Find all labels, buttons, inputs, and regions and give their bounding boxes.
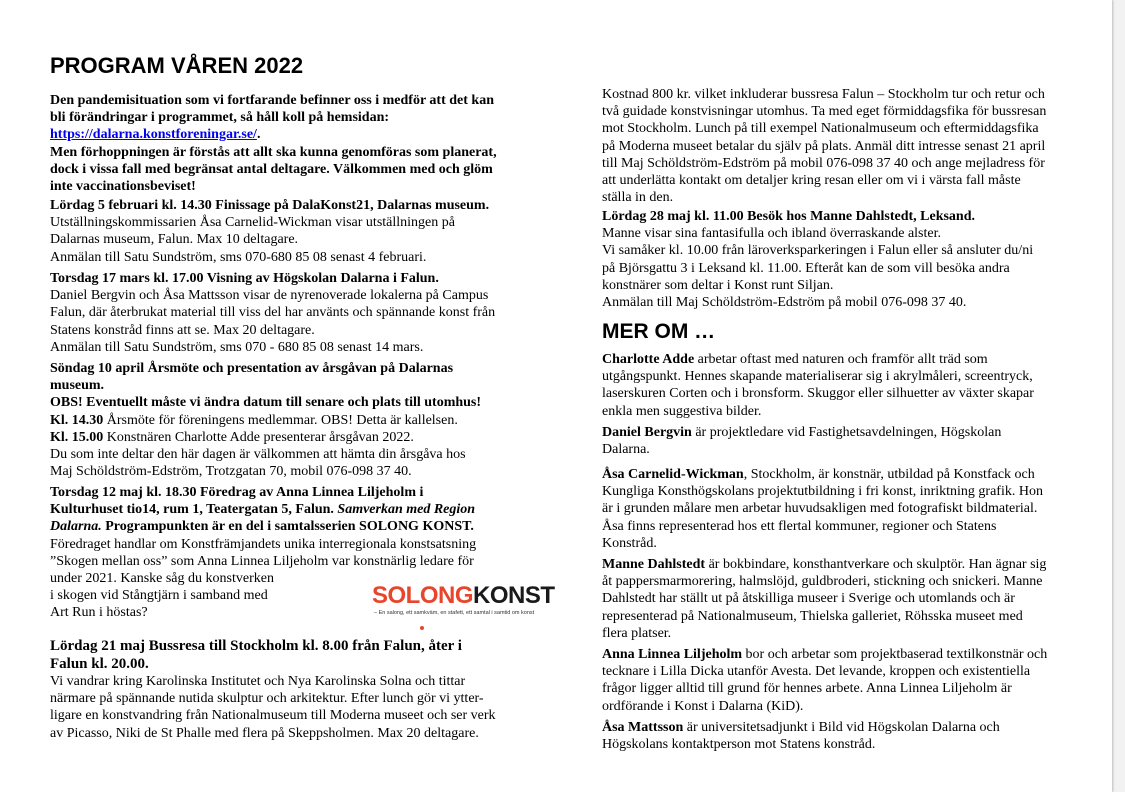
logo-dot bbox=[420, 626, 424, 630]
event-heading: Torsdag 17 mars kl. 17.00 Visning av Högskolan Dalarna i Falun. bbox=[50, 271, 439, 286]
bio-asa-carnelid-wickman: Åsa Carnelid-Wickman, Stockholm, är konstnär, utbildad på Konstfack och Kungliga Konsthögskolans projektutbildning i fri konst, inriktning grafik. Hon är i grunden målare men arbetar huvudsakligen med fotografiskt bildmaterial. Åsa finns representerad hos ett flertal kommuner, regioner och Statens Konstråd. bbox=[602, 467, 1043, 551]
bio-name: Charlotte Adde bbox=[602, 352, 695, 367]
event-foredrag: Torsdag 12 maj kl. 18.30 Föredrag av Anna Linnea Liljeholm i Kulturhuset tio14, rum 1, Teatergatan 5, Falun. Samverkan med Region Dalarna. Programpunkten är en del i samtalsserien SOLONG KONST. Föredraget handlar om Konstfrämjandets unika interregionala konstsatsning ”Skogen mellan oss” som Anna Linnea Liljeholm var konstnärlig ledare för under 2021. Kanske såg du konstverken i skogen vid Stångtjärn i samband med Art Run i höstas? bbox=[50, 484, 520, 622]
bio-name: Manne Dahlstedt bbox=[602, 557, 706, 572]
event-bussresa: Lördag 21 maj Bussresa till Stockholm kl. 8.00 från Falun, åter i Falun kl. 20.00. Vi vandrar kring Karolinska Institutet och Nya Karolinska Solna och tittar närmare på spännande nutida skulptur och arkitektur. Efter lunch gör vi ytter- ligare en konstvandring från Nationalmuseum till Moderna museet och ser verk av Picasso, Niki de St Phalle med flera på Skeppsholmen. Max 20 deltagare. bbox=[50, 637, 520, 742]
bio-asa-mattsson: Åsa Mattsson är universitetsadjunkt i Bild vid Högskolan Dalarna och Högskolans kontaktperson mot Statens konstråd. bbox=[602, 720, 1000, 753]
page-title: PROGRAM VÅREN 2022 bbox=[50, 53, 304, 78]
bio-name: Åsa Carnelid-Wickman bbox=[602, 467, 744, 482]
bio-name: Åsa Mattsson bbox=[602, 720, 684, 735]
section-heading-mer-om: MER OM … bbox=[602, 320, 716, 343]
event-hogskolan-visit: Torsdag 17 mars kl. 17.00 Visning av Högskolan Dalarna i Falun. Daniel Bergvin och Åsa Mattsson visar de nyrenoverade lokalerna på Campus Falun, där återbrukat material till viss del har använts och spännande konst från Statens konstråd finns att se. Max 20 deltagare. Anmälan till Satu Sundström, sms 070 - 680 85 08 senast 14 mars. bbox=[50, 270, 520, 356]
obs-notice: OBS! Eventuellt måste vi ändra datum till senare och plats till utomhus! bbox=[50, 395, 482, 411]
event-heading: Söndag 10 april Årsmöte och presentation av årsgåvan på Dalarnas bbox=[50, 361, 454, 376]
bio-anna-linnea-liljeholm: Anna Linnea Liljeholm bor och arbetar som projektbaserad textilkonstnär och tecknare i Lilla Dicka utanför Avesta. Det levande, kroppen och existentiella frågor ligger alltid till grund för hennes arbete. Anna Linnea Liljeholm är ordförande i Konst i Dalarna (KiD). bbox=[602, 647, 1048, 714]
event-heading: Torsdag 12 maj kl. 18.30 Föredrag av Anna Linnea Liljeholm i bbox=[50, 485, 424, 500]
bio-daniel-bergvin: Daniel Bergvin är projektledare vid Fastighetsavdelningen, Högskolan Dalarna. bbox=[602, 425, 1002, 458]
event-heading: Lördag 28 maj kl. 11.00 Besök hos Manne Dahlstedt, Leksand. bbox=[602, 209, 976, 224]
solong-konst-logo: SOLONGKONST – En salong, ett samkväm, en stafett, ett samtal i samtid om konst bbox=[372, 582, 550, 632]
event-manne-visit: Lördag 28 maj kl. 11.00 Besök hos Manne Dahlstedt, Leksand. Manne visar sina fantasifulla och ibland överraskande alster. Vi samåker kl. 10.00 från läroverksparkeringen i Falun eller så ansluter du/ni på Björsgattu 3 i Leksand kl. 11.00. Efteråt kan de som vill besöka andra konstnärer som deltar i Konst runt Siljan. Anmälan till Maj Schöldström-Edström på mobil 076-098 37 40. bbox=[602, 208, 1072, 311]
intro-paragraph: Den pandemisituation som vi fortfarande befinner oss i medför att det kan bli förändringar i programmet, så håll koll på hemsidan: https://dalarna.konstforeningar.se/. Men förhoppningen är förstås att allt ska kunna genomföras som planerat, dock i vissa fall med begränsat antal deltagare. Välkommen med och glöm inte vaccinationsbeviset! bbox=[50, 93, 497, 195]
website-link[interactable]: https://dalarna.konstforeningar.se/ bbox=[50, 127, 257, 143]
bio-charlotte-adde: Charlotte Adde arbetar oftast med naturen och framför allt träd som utgångspunkt. Hennes skapande materialiserar sig i akrylmåleri, screentryck, laserskuren Corten och i bronsform. Skuggor eller silhuetter av växter skapar enkla men suggestiva bilder. bbox=[602, 352, 1034, 419]
bio-manne-dahlstedt: Manne Dahlstedt är bokbindare, konsthantverkare och skulptör. Han ägnar sig åt pappersmarmorering, halmslöjd, guldbroderi, stickning och snickeri. Manne Dahlstedt har ställt ut på åtskilliga museer i Sverige och utomlands och är representerad på Nationalmuseum, Thielska galleriet, Röhsska museet med flera platser. bbox=[602, 557, 1047, 641]
bio-name: Daniel Bergvin bbox=[602, 425, 692, 440]
event-heading: Lördag 5 februari kl. 14.30 Finissage på DalaKonst21, Dalarnas museum. bbox=[50, 198, 490, 213]
bussresa-cost-paragraph: Kostnad 800 kr. vilket inkluderar bussresa Falun – Stockholm tur och retur och två guidade konstvisningar utomhus. Ta med eget förmiddagsfika för bussresan mot Stockholm. Lunch på till exempel Nationalmuseum och eftermiddagsfika på Moderna museet betalar du själv på plats. Anmäl ditt intresse senast 21 april till Maj Schöldström-Edström på mobil 076-098 37 40 och ange mejladress för att underlätta kontakt om detaljer kring resan eller om vi i värsta fall måste ställa in den. bbox=[602, 87, 1047, 206]
bio-name: Anna Linnea Liljeholm bbox=[602, 647, 743, 662]
event-heading: Lördag 21 maj Bussresa till Stockholm kl. 8.00 från Falun, åter i bbox=[50, 638, 462, 654]
event-arsmote: Söndag 10 april Årsmöte och presentation av årsgåvan på Dalarnas museum. OBS! Eventuellt måste vi ändra datum till senare och plats till utomhus! Kl. 14.30 Årsmöte för föreningens medlemmar. OBS! Detta är kallelsen. Kl. 15.00 Konstnären Charlotte Adde presenterar årsgåvan 2022. Du som inte deltar den här dagen är välkommen att hämta din årsgåva hos Maj Schöldström-Edström, Trotzgatan 70, mobil 076-098 37 40. bbox=[50, 360, 520, 480]
logo-tagline: – En salong, ett samkväm, en stafett, ett samtal i samtid om konst bbox=[374, 610, 535, 616]
event-finissage: Lördag 5 februari kl. 14.30 Finissage på DalaKonst21, Dalarnas museum. Utställningskommissarien Åsa Carnelid-Wickman visar utställningen på Dalarnas museum, Falun. Max 10 deltagare. Anmälan till Satu Sundström, sms 070-680 85 08 senast 4 februari. bbox=[50, 197, 520, 266]
